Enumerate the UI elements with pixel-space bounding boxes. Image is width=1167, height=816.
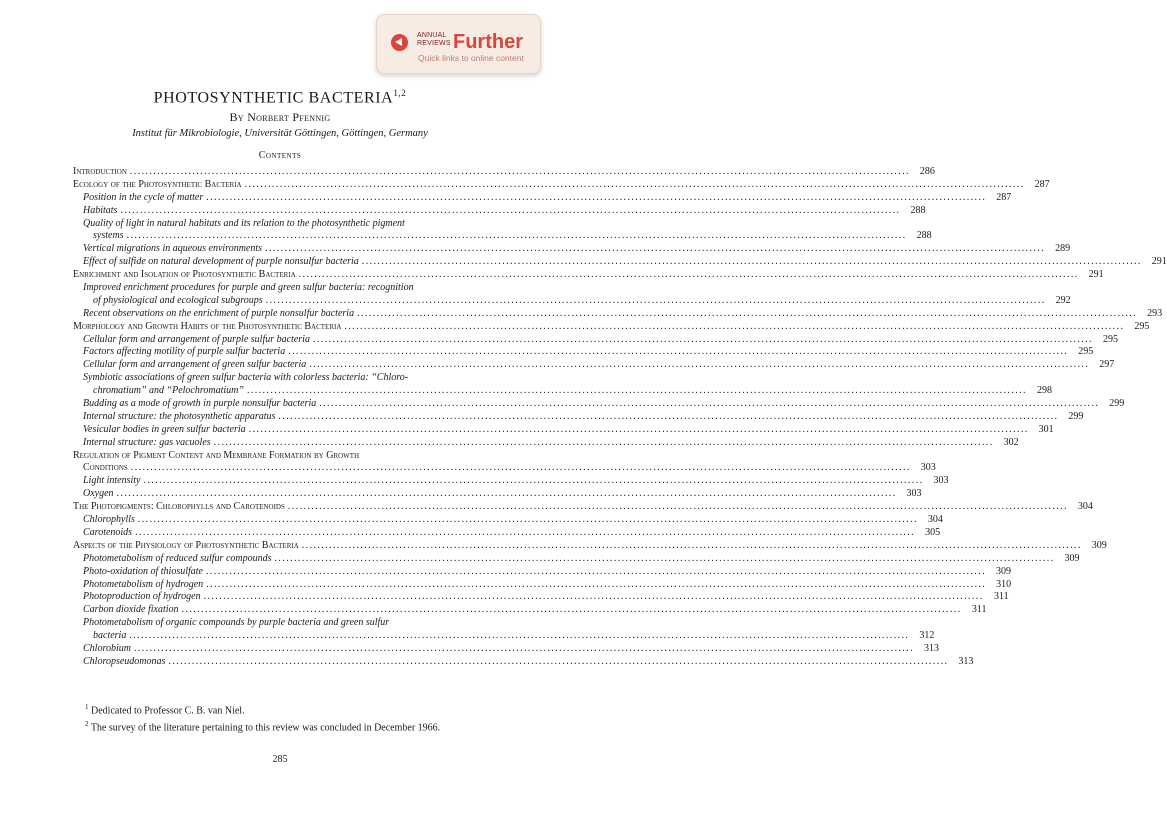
toc-entry-title: Effect of sulfide on natural development of purple nonsulfur bacteria <box>83 256 359 268</box>
toc-entry-title: Enrichment and Isolation of Photosynthetic Bacteria <box>73 269 296 281</box>
toc-entry <box>73 630 935 643</box>
toc-page-number: 292 <box>1055 294 1071 306</box>
toc-leader-dots: ........................................................................................................................................................................................................ <box>116 488 897 500</box>
toc-entry <box>73 578 1012 592</box>
toc-entry <box>73 539 1107 553</box>
toc-entry-title: Photoproduction of hydrogen <box>83 591 201 603</box>
toc-page-number: 311 <box>993 591 1009 603</box>
toc-page-number: 288 <box>916 230 932 242</box>
toc-entry-title: Vertical migrations in aqueous environments <box>83 243 263 255</box>
toc-entry <box>73 178 1050 192</box>
toc-entry-title: Oxygen <box>83 488 114 500</box>
toc-leader-dots: ........................................................................................................................................................................................................ <box>274 552 1055 564</box>
toc-entry-title: Light intensity <box>83 475 141 487</box>
toc-entry <box>73 501 1093 514</box>
toc-leader-dots: ........................................................................................................................................................................................................ <box>203 591 984 603</box>
toc-entry-title: Cellular form and arrangement of purple sulfur bacteria <box>83 333 310 345</box>
toc-page-number: 309 <box>996 565 1011 577</box>
toc-entry <box>73 166 935 179</box>
toc-entry <box>73 320 1150 334</box>
toc-page-number: 304 <box>927 514 943 526</box>
toc-entry <box>73 423 1054 437</box>
toc-leader-dots: ........................................................................................................................................................................................................ <box>129 166 910 177</box>
toc-leader-dots: ........................................................................................................................................................................................................ <box>287 501 1068 513</box>
toc-leader-dots: ........................................................................................................................................................................................................ <box>246 385 1027 397</box>
toc-page-number: 298 <box>1036 385 1052 397</box>
toc-entry-title: Position in the cycle of matter <box>83 191 204 203</box>
toc-leader-dots: ........................................................................................................................................................................................................ <box>248 423 1029 435</box>
toc-entry-title: Morphology and Growth Habits of the Photosynthetic Bacteria <box>73 320 342 332</box>
toc-entry <box>73 450 490 463</box>
toc-entry-title: Vesicular bodies in green sulfur bacteria <box>83 423 246 435</box>
toc-entry <box>73 333 1118 347</box>
toc-page-number: 295 <box>1078 346 1094 358</box>
toc-leader-dots: ........................................................................................................................................................................................................ <box>206 191 987 203</box>
toc-entry-title: Budding as a mode of growth in purple nonsulfur bacteria <box>83 398 317 410</box>
toc-page-number: 311 <box>971 604 987 616</box>
toc-entry <box>73 385 1052 398</box>
toc-page-number: 291 <box>1088 269 1104 281</box>
footnotes <box>73 701 490 735</box>
toc-entry <box>73 204 926 218</box>
toc-entry-title: Improved enrichment procedures for purple and green sulfur bacteria: recognition <box>83 282 414 294</box>
toc-entry <box>73 294 1071 308</box>
toc-page-number: 287 <box>996 191 1012 203</box>
toc-entry-title: Carotenoids <box>83 526 133 538</box>
toc-entry-title: chromatium” and “Pelochromatium” <box>93 385 244 397</box>
toc-leader-dots: ........................................................................................................................................................................................................ <box>143 475 924 487</box>
toc-entry <box>73 514 943 527</box>
toc-leader-dots: ........................................................................................................................................................................................................ <box>206 565 986 577</box>
toc-entry-title: Photometabolism of hydrogen <box>83 578 204 590</box>
author-line: By Norbert Pfennig <box>229 110 331 124</box>
toc-page-number: 309 <box>1064 552 1080 564</box>
toc-page-number: 295 <box>1102 333 1118 345</box>
toc-entry-title: Aspects of the Physiology of Photosynthetic Bacteria <box>73 539 299 551</box>
badge-subtitle: Quick links to online content <box>418 53 524 63</box>
toc-entry <box>73 359 1115 372</box>
toc-entry <box>73 410 1084 424</box>
toc-entry-title: Regulation of Pigment Content and Membrane Formation by Growth <box>73 449 360 461</box>
toc-page-number: 297 <box>1099 359 1115 371</box>
toc-entry <box>73 642 939 656</box>
page-number: 285 <box>272 754 288 765</box>
play-arrow-icon <box>391 34 408 51</box>
toc-entry-title: Quality of light in natural habitats and its relation to the photosynthetic pigment <box>83 217 405 229</box>
toc-entry <box>73 346 1094 359</box>
toc-leader-dots: ........................................................................................................................................................................................................ <box>133 642 914 654</box>
toc-entry-title: Internal structure: gas vacuoles <box>83 436 211 448</box>
toc-entry-title: Chlorophylls <box>83 514 135 526</box>
toc-page-number: 303 <box>906 488 922 500</box>
toc-entry-title: Chlorobium <box>83 642 131 654</box>
toc-entry <box>73 462 936 475</box>
toc-page-number: 303 <box>920 462 936 474</box>
footnote-2: $^2$ The survey of the literature pertaining to this review was concluded in December 1966. <box>85 719 441 734</box>
toc-page-number: 293 <box>1147 307 1163 319</box>
toc-entry-title: Internal structure: the photosynthetic apparatus <box>83 410 276 422</box>
toc-entry <box>73 218 490 231</box>
contents-heading: Contents <box>258 150 302 161</box>
toc-entry <box>73 604 987 617</box>
toc-page-number: 301 <box>1038 423 1054 435</box>
toc-page-number: 299 <box>1068 410 1084 422</box>
toc-entry <box>73 307 1163 321</box>
toc-page-number: 312 <box>919 630 935 642</box>
toc-leader-dots: ........................................................................................................................................................................................................ <box>137 514 918 526</box>
toc-entry-title: Photometabolism of organic compounds by purple bacteria and green sulfur <box>83 617 390 629</box>
toc-entry <box>73 565 1011 579</box>
toc-page-number: 286 <box>919 166 935 177</box>
toc-entry-title: Factors affecting motility of purple sulfur bacteria <box>83 346 286 358</box>
toc-leader-dots: ........................................................................................................................................................................................................ <box>301 539 1082 551</box>
toc-leader-dots: ........................................................................................................................................................................................................ <box>312 333 1093 345</box>
toc-page-number: 313 <box>958 655 974 667</box>
toc-page-number: 289 <box>1055 243 1071 255</box>
toc-entry <box>73 398 1125 411</box>
toc-entry <box>73 526 941 540</box>
toc-leader-dots: ........................................................................................................................................................................................................ <box>206 578 987 590</box>
toc-entry <box>73 243 1071 256</box>
toc-leader-dots: ........................................................................................................................................................................................................ <box>120 204 901 216</box>
toc-entry-title: Habitats <box>83 204 118 216</box>
toc-entry <box>73 488 922 501</box>
toc-entry-title: Carbon dioxide fixation <box>83 604 179 616</box>
toc-page-number: 295 <box>1134 320 1150 332</box>
toc-entry <box>73 191 1012 205</box>
toc-leader-dots: ........................................................................................................................................................................................................ <box>181 604 962 616</box>
toc-leader-dots: ........................................................................................................................................................................................................ <box>288 346 1069 358</box>
toc-leader-dots: ........................................................................................................................................................................................................ <box>319 398 1100 410</box>
table-of-contents <box>73 166 1167 669</box>
toc-entry-title: Cellular form and arrangement of green sulfur bacteria <box>83 359 307 371</box>
toc-entry-title: Photo-oxidation of thiosulfate <box>83 565 203 577</box>
footnote-1: $^1$ Dedicated to Professor C. B. van Niel. <box>85 703 245 717</box>
toc-entry <box>73 269 1104 282</box>
toc-leader-dots: ........................................................................................................................................................................................................ <box>361 256 1142 268</box>
toc-entry <box>73 475 949 488</box>
article-title: PHOTOSYNTHETIC BACTERIA$^{1,2}$ <box>153 88 407 107</box>
toc-entry-title: Introduction <box>73 166 127 177</box>
toc-entry-title: Chloropseudomonas <box>83 655 166 667</box>
toc-leader-dots: ........................................................................................................................................................................................................ <box>265 294 1046 306</box>
toc-page-number: 310 <box>996 578 1012 590</box>
toc-page-number: 291 <box>1151 256 1167 268</box>
toc-leader-dots: ........................................................................................................................................................................................................ <box>244 178 1025 190</box>
toc-entry-title: of physiological and ecological subgroups <box>93 294 263 306</box>
toc-leader-dots: ........................................................................................................................................................................................................ <box>135 526 916 538</box>
toc-page-number: 299 <box>1109 398 1125 410</box>
toc-leader-dots: ........................................................................................................................................................................................................ <box>265 243 1046 255</box>
toc-leader-dots: ........................................................................................................................................................................................................ <box>278 410 1059 422</box>
toc-leader-dots: ........................................................................................................................................................................................................ <box>357 307 1138 319</box>
annual-reviews-further-badge[interactable] <box>376 14 541 74</box>
toc-entry <box>73 282 490 295</box>
toc-leader-dots: ........................................................................................................................................................................................................ <box>126 230 907 242</box>
toc-page-number: 305 <box>925 526 941 538</box>
toc-entry <box>73 372 490 385</box>
toc-entry-title: Ecology of the Photosynthetic Bacteria <box>73 178 242 190</box>
toc-page-number: 302 <box>1003 436 1019 448</box>
toc-entry <box>73 655 974 669</box>
annual-reviews-logo-text: ANNUAL REVIEWS <box>417 32 451 47</box>
title-footnote-marks: 1,2 <box>393 88 407 98</box>
toc-page-number: 287 <box>1034 178 1050 190</box>
toc-page-number: 288 <box>910 204 926 216</box>
toc-entry <box>73 256 1167 269</box>
toc-leader-dots: ........................................................................................................................................................................................................ <box>344 320 1125 332</box>
toc-entry <box>73 591 1009 604</box>
toc-entry-title: systems <box>93 230 124 242</box>
toc-page-number: 304 <box>1077 501 1093 513</box>
toc-entry-title: Conditions <box>83 462 128 474</box>
toc-leader-dots: ........................................................................................................................................................................................................ <box>213 436 994 448</box>
toc-leader-dots: ........................................................................................................................................................................................................ <box>168 655 949 667</box>
toc-leader-dots: ........................................................................................................................................................................................................ <box>298 269 1079 281</box>
toc-leader-dots: ........................................................................................................................................................................................................ <box>129 630 910 642</box>
toc-entry <box>73 617 490 630</box>
toc-entry-title: Symbiotic associations of green sulfur bacteria with colorless bacteria: “Chloro- <box>83 372 409 384</box>
toc-leader-dots: ........................................................................................................................................................................................................ <box>130 462 911 474</box>
toc-entry <box>73 552 1080 566</box>
toc-entry-title: The Photopigments: Chlorophylls and Carotenoids <box>73 501 285 513</box>
toc-page-number: 309 <box>1091 539 1107 551</box>
further-brand-label: Further <box>453 31 523 53</box>
toc-leader-dots: ........................................................................................................................................................................................................ <box>309 359 1090 371</box>
toc-entry <box>73 230 932 243</box>
affiliation-line: Institut für Mikrobiologie, Universität Göttingen, Göttingen, Germany <box>132 128 428 139</box>
toc-entry-title: Photometabolism of reduced sulfur compounds <box>83 552 272 564</box>
toc-entry-title: bacteria <box>93 630 127 642</box>
toc-page-number: 303 <box>933 475 949 487</box>
toc-entry <box>73 436 1019 450</box>
toc-entry-title: Recent observations on the enrichment of purple nonsulfur bacteria <box>83 307 355 319</box>
toc-page-number: 313 <box>923 642 939 654</box>
